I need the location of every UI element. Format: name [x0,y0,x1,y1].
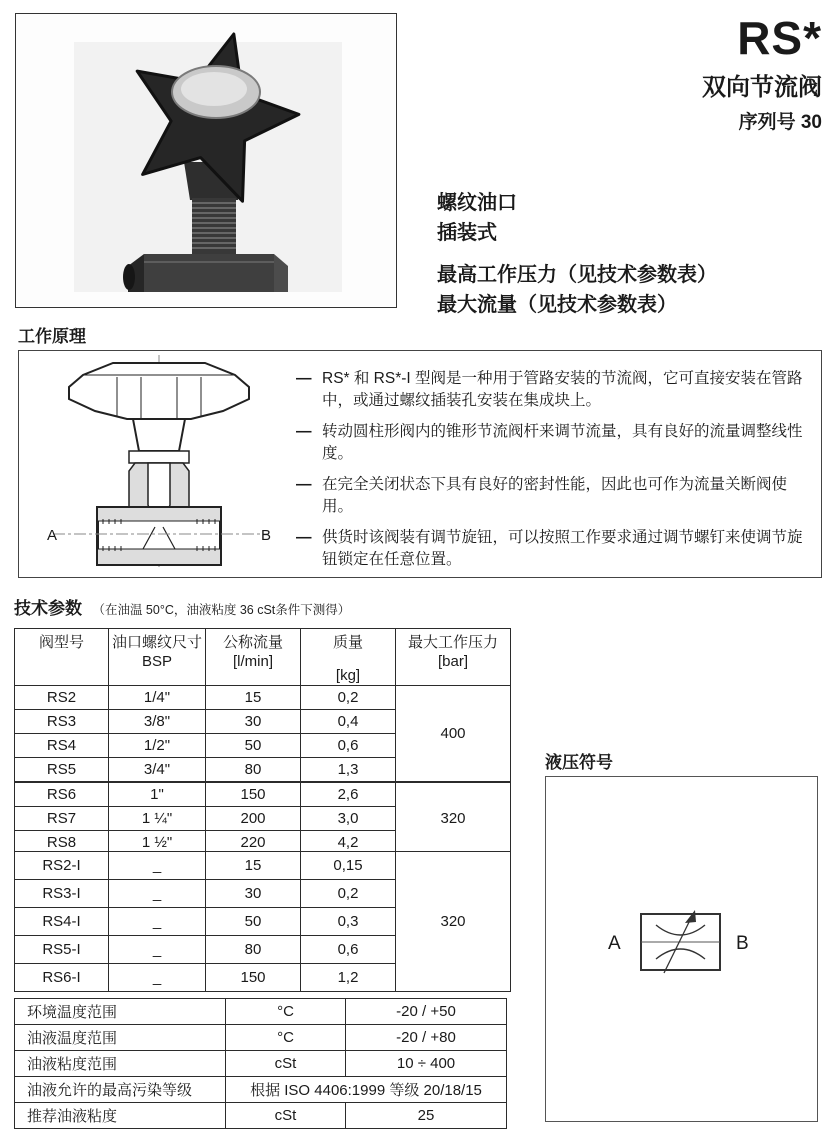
knob-cap-highlight [181,72,247,106]
cell: 1,2 [301,964,396,992]
table-row [15,1077,507,1103]
bullet-item [296,368,808,412]
cell: 3,0 [301,807,396,831]
cell: 150 [206,782,301,807]
cell: 1/4" [109,686,206,710]
cell: -20 / +50 [346,999,507,1025]
cell: RS5-I [15,936,109,964]
cell: RS4 [15,734,109,758]
general-conditions-table [14,998,507,1129]
cell: 0,2 [301,686,396,710]
condition-label-cell: 推荐油液粘度 [15,1103,226,1129]
cell: cSt [226,1103,346,1129]
cell: 15 [206,686,301,710]
cell: RS5 [15,758,109,783]
table-row [15,1051,507,1077]
valve-body [144,254,274,292]
cell: 4,2 [301,831,396,855]
arrow-head-icon [685,910,696,923]
knob-neck [133,419,185,451]
cell: RS3-I [15,880,109,908]
cell: 30 [206,880,301,908]
throttle-arc-top [656,925,705,935]
cell: cSt [226,1051,346,1077]
intro-line: 插装式 [437,222,497,244]
column-header: 质量 [kg] [301,629,396,686]
cell: RS7 [15,807,109,831]
cell: 1 ¼" [109,807,206,831]
cell: 150 [206,964,301,992]
cell: 0,4 [301,710,396,734]
table-row [15,782,511,807]
cell: 2,6 [301,782,396,807]
cell: 80 [206,936,301,964]
hydraulic-symbol-title: 液压符号 [545,753,613,772]
cell: 10 ÷ 400 [346,1051,507,1077]
intro-line: 最大流量（见技术参数表） [437,294,677,316]
cell: _ [109,908,206,936]
column-header: 公称流量 [l/min] [206,629,301,686]
symbol-port-b-label: B [736,933,749,954]
bullet-text: 在完全关闭状态下具有良好的密封性能，因此也可作为流量关断阀使用。 [322,476,788,515]
cell: 0,6 [301,734,396,758]
header-row [15,629,511,686]
intro-block [437,188,717,320]
bullet-text: RS* 和 RS*-I 型阀是一种用于管路安装的节流阀，它可直接安装在管路中，或通过螺纹插装孔安装在集成块上。 [322,370,803,409]
cell: _ [109,880,206,908]
bullet-text: 转动圆柱形阀内的锥形节流阀杆来调节流量，具有良好的流量调整线性度。 [322,423,803,462]
bullet-dash: — [296,529,312,546]
cell: _ [109,852,206,880]
condition-label-cell: 环境温度范围 [15,999,226,1025]
cell: RS3 [15,710,109,734]
table-row [15,686,511,710]
cell: _ [109,964,206,992]
cell: 15 [206,852,301,880]
symbol-port-a-label: A [608,933,621,954]
cell: 1 ½" [109,831,206,855]
working-principle-box [18,350,822,578]
cell: RS2-I [15,852,109,880]
port-b-label: B [261,527,272,544]
adjustment-arrow [664,914,693,973]
table-row [15,1103,507,1129]
intro-line: 螺纹油口 [437,192,517,214]
max-pressure-cell: 320 [396,852,511,992]
table-row [15,999,507,1025]
bullet-item [296,421,808,465]
valve-cross-section-diagram [39,353,283,569]
cell: 50 [206,908,301,936]
cell: 3/8" [109,710,206,734]
valve-type-subtitle: 双向节流阀 [702,74,822,102]
bullet-item [296,527,808,571]
cell: RS4-I [15,908,109,936]
cell: 0,15 [301,852,396,880]
column-header: 最大工作压力 [bar] [396,629,511,686]
cell: 220 [206,831,301,855]
table-row [15,1025,507,1051]
cell: RS6-I [15,964,109,992]
max-pressure-cell: 320 [396,782,511,855]
bullet-list [296,368,808,580]
cell: 1" [109,782,206,807]
tech-params-title: 技术参数 [14,599,82,618]
knob-outline [69,363,249,419]
spec-table-rs [14,628,511,855]
max-pressure-cell: 400 [396,686,511,783]
cell: _ [109,936,206,964]
title-block [702,14,822,134]
product-photo-box [15,13,397,308]
cell: 80 [206,758,301,783]
bullet-dash: — [296,370,312,387]
port-bore [123,264,135,290]
condition-label-cell: 油液粘度范围 [15,1051,226,1077]
tech-params-note: （在油温 50°C，油液粘度 36 cSt条件下测得） [92,603,351,617]
condition-label-cell: 油液温度范围 [15,1025,226,1051]
hydraulic-symbol-diagram [546,777,816,1120]
throttle-arc-bottom [656,949,705,959]
cell: 根据 ISO 4406:1999 等级 20/18/15 [226,1077,507,1103]
cell: 0,3 [301,908,396,936]
port-a-label: A [47,527,58,544]
hydraulic-symbol-box [545,776,818,1122]
flow-bore [99,521,220,549]
cell: 50 [206,734,301,758]
cell: °C [226,999,346,1025]
condition-label-cell: 油液允许的最高污染等级 [15,1077,226,1103]
cell: 3/4" [109,758,206,783]
tech-params-heading [14,594,350,619]
column-header: 油口螺纹尺寸 BSP [109,629,206,686]
cell: RS8 [15,831,109,855]
column-header: 阀型号 [15,629,109,686]
cell: RS6 [15,782,109,807]
series-number: 序列号 30 [738,112,822,134]
cell: RS2 [15,686,109,710]
valve-photo-illustration [16,14,395,306]
bullet-dash: — [296,476,312,493]
bullet-item [296,474,808,518]
cell: 0,2 [301,880,396,908]
table-row [15,852,511,880]
spec-table-rs-i [14,851,511,992]
bullet-dash: — [296,423,312,440]
gland-nut [129,451,189,463]
cell: 1/2" [109,734,206,758]
page-title: RS* [737,12,822,64]
cell: 30 [206,710,301,734]
cell: 1,3 [301,758,396,783]
cell: °C [226,1025,346,1051]
cell: -20 / +80 [346,1025,507,1051]
cell: 200 [206,807,301,831]
cell: 0,6 [301,936,396,964]
bullet-text: 供货时该阀装有调节旋钮，可以按照工作要求通过调节螺钉来使调节旋钮锁定在任意位置。 [322,529,803,568]
cell: 25 [346,1103,507,1129]
working-principle-title: 工作原理 [18,327,86,346]
intro-line: 最高工作压力（见技术参数表） [437,264,717,286]
